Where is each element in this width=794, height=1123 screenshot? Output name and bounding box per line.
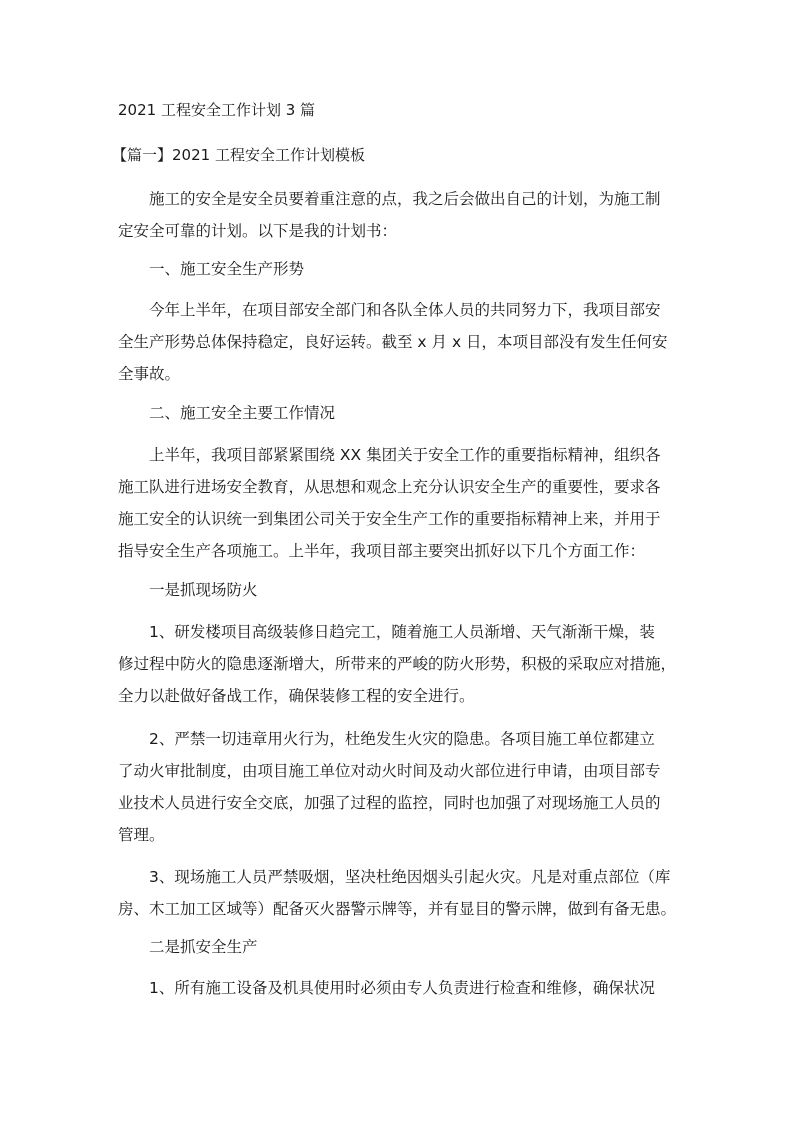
- main-work-paragraph: [118, 439, 680, 567]
- paragraph-line: 全事故。: [118, 365, 181, 383]
- paragraph-line: 上半年，我项目部紧紧围绕 XX 集团关于安全工作的重要指标精神，组织各: [149, 446, 661, 464]
- heading-fire-prevention: 一是抓现场防火: [149, 581, 258, 599]
- paragraph-line: 房、木工加工区域等）配备灭火器警示牌等，并有显目的警示牌，做到有备无患。: [118, 900, 677, 918]
- fire-item-3: [118, 861, 680, 925]
- paragraph-line: 施工队进行进场安全教育，从思想和观念上充分认识安全生产的重要性，要求各: [118, 478, 661, 496]
- paragraph-line: 3、现场施工人员严禁吸烟，坚决杜绝因烟头引起火灾。凡是对重点部位（库: [149, 868, 671, 886]
- fire-item-2: [118, 723, 680, 851]
- paragraph-line: 施工安全的认识统一到集团公司关于安全生产工作的重要指标精神上来，并用于: [118, 510, 661, 528]
- fire-item-1: [118, 616, 680, 712]
- paragraph-line: 业技术人员进行安全交底，加强了过程的监控，同时也加强了对现场施工人员的: [118, 794, 661, 812]
- paragraph-line: 今年上半年，在项目部安全部门和各队全体人员的共同努力下，我项目部安: [149, 301, 661, 319]
- heading-safe-production: 二是抓安全生产: [149, 938, 258, 956]
- safety-situation-paragraph: [118, 294, 680, 390]
- production-item-1: [118, 972, 680, 1004]
- paragraph-line: 定安全可靠的计划。以下是我的计划书：: [118, 222, 398, 240]
- paragraph-line: 修过程中防火的隐患逐渐增大，所带来的严峻的防火形势，积极的采取应对措施，: [118, 655, 677, 673]
- paragraph-line: 全生产形势总体保持稳定，良好运转。截至 x 月 x 日，本项目部没有发生任何安: [118, 333, 668, 351]
- heading-safety-situation: 一、施工安全生产形势: [149, 260, 305, 278]
- paragraph-line: 管理。: [118, 826, 165, 844]
- section-title: 【篇一】2021 工程安全工作计划模板: [112, 146, 365, 164]
- heading-main-work: 二、施工安全主要工作情况: [149, 404, 336, 422]
- paragraph-line: 1、所有施工设备及机具使用时必须由专人负责进行检查和维修，确保状况: [149, 979, 655, 997]
- paragraph-line: 全力以赴做好备战工作，确保装修工程的安全进行。: [118, 687, 475, 705]
- paragraph-line: 2、严禁一切违章用火行为，杜绝发生火灾的隐患。各项目施工单位都建立: [149, 730, 655, 748]
- intro-paragraph: [118, 183, 680, 247]
- paragraph-line: 了动火审批制度，由项目施工单位对动火时间及动火部位进行申请，由项目部专: [118, 762, 661, 780]
- document-title: 2021 工程安全工作计划 3 篇: [118, 101, 316, 119]
- paragraph-line: 1、研发楼项目高级装修日趋完工，随着施工人员渐增、天气渐渐干燥，装: [149, 623, 655, 641]
- paragraph-line: 指导安全生产各项施工。上半年，我项目部主要突出抓好以下几个方面工作：: [118, 542, 646, 560]
- paragraph-line: 施工的安全是安全员要着重注意的点，我之后会做出自己的计划，为施工制: [149, 190, 661, 208]
